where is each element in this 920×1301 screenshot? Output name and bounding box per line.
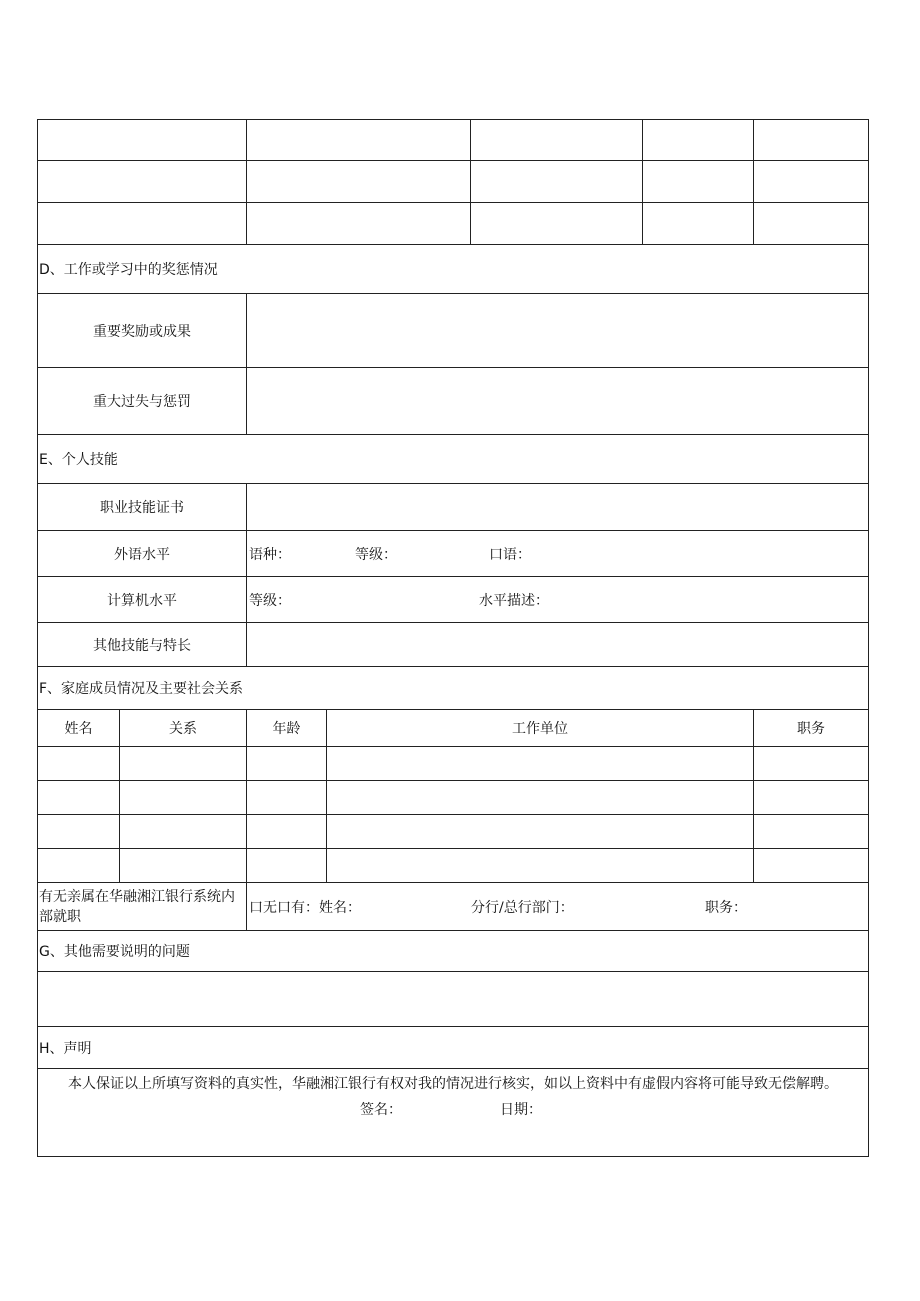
table-cell[interactable] (643, 120, 754, 161)
table-cell[interactable] (754, 120, 869, 161)
table-cell[interactable] (471, 120, 643, 161)
table-cell[interactable] (38, 161, 247, 203)
computer-label: 计算机水平 (38, 577, 247, 623)
family-header-row (38, 710, 869, 747)
header-position: 职务 (754, 710, 869, 747)
cert-field[interactable] (247, 484, 869, 531)
relatives-position-label: 职务： (705, 899, 747, 916)
other-skills-label: 其他技能与特长 (38, 623, 247, 667)
family-row (38, 815, 869, 849)
relatives-branch-label: 分行/总行部门： (471, 899, 574, 916)
table-cell[interactable] (247, 203, 471, 245)
family-cell[interactable] (247, 747, 327, 781)
penalties-label: 重大过失与惩罚 (38, 368, 247, 435)
table-cell[interactable] (643, 161, 754, 203)
section-d-title: D、工作或学习中的奖惩情况 (38, 245, 869, 294)
family-row (38, 747, 869, 781)
family-cell[interactable] (327, 781, 754, 815)
family-cell[interactable] (327, 849, 754, 883)
family-cell[interactable] (120, 849, 247, 883)
computer-field[interactable] (247, 577, 869, 623)
signature-line (38, 1099, 868, 1121)
family-cell[interactable] (327, 815, 754, 849)
table-cell[interactable] (643, 203, 754, 245)
family-cell[interactable] (38, 849, 120, 883)
section-g-title: G、其他需要说明的问题 (38, 931, 869, 972)
family-cell[interactable] (38, 747, 120, 781)
family-cell[interactable] (247, 849, 327, 883)
family-cell[interactable] (247, 815, 327, 849)
family-cell[interactable] (754, 849, 869, 883)
signature-label[interactable]: 签名： (360, 1102, 402, 1118)
family-cell[interactable] (754, 815, 869, 849)
section-f-title: F、家庭成员情况及主要社会关系 (38, 667, 869, 710)
other-notes-field[interactable] (38, 972, 869, 1027)
lang-level-label: 等级： (355, 546, 397, 563)
lang-label: 外语水平 (38, 531, 247, 577)
family-row (38, 849, 869, 883)
prev-table-row (38, 120, 869, 161)
lang-type-label: 语种： (249, 546, 291, 563)
computer-desc-label: 水平描述： (479, 592, 549, 609)
table-cell[interactable] (38, 203, 247, 245)
date-label[interactable]: 日期： (500, 1102, 542, 1118)
lang-field[interactable] (247, 531, 869, 577)
table-cell[interactable] (247, 120, 471, 161)
family-cell[interactable] (38, 815, 120, 849)
header-employer: 工作单位 (327, 710, 754, 747)
family-cell[interactable] (120, 815, 247, 849)
family-cell[interactable] (120, 747, 247, 781)
section-h-title: H、声明 (38, 1027, 869, 1069)
relatives-question: 有无亲属在华融湘江银行系统内部就职 (38, 883, 247, 931)
header-relation: 关系 (120, 710, 247, 747)
family-cell[interactable] (754, 747, 869, 781)
header-name: 姓名 (38, 710, 120, 747)
application-form (37, 119, 869, 1157)
prev-table-row (38, 203, 869, 245)
computer-level-label: 等级： (249, 592, 291, 609)
family-cell[interactable] (754, 781, 869, 815)
section-e-title: E、个人技能 (38, 435, 869, 484)
declaration-text: 本人保证以上所填写资料的真实性，华融湘江银行有权对我的情况进行核实，如以上资料中有虚假内容将可能导致无偿解聘。 (68, 1076, 838, 1092)
table-cell[interactable] (754, 203, 869, 245)
family-cell[interactable] (327, 747, 754, 781)
other-skills-field[interactable] (247, 623, 869, 667)
relatives-options[interactable]: 口无口有：姓名： (249, 899, 361, 916)
declaration-cell (38, 1069, 869, 1157)
table-cell[interactable] (471, 203, 643, 245)
family-row (38, 781, 869, 815)
prev-table-row (38, 161, 869, 203)
relatives-field[interactable] (247, 883, 869, 931)
family-cell[interactable] (38, 781, 120, 815)
lang-oral-label: 口语： (489, 546, 531, 563)
cert-label: 职业技能证书 (38, 484, 247, 531)
table-cell[interactable] (754, 161, 869, 203)
rewards-label: 重要奖励或成果 (38, 294, 247, 368)
family-cell[interactable] (247, 781, 327, 815)
table-cell[interactable] (471, 161, 643, 203)
table-cell[interactable] (38, 120, 247, 161)
header-age: 年龄 (247, 710, 327, 747)
penalties-field[interactable] (247, 368, 869, 435)
rewards-field[interactable] (247, 294, 869, 368)
family-cell[interactable] (120, 781, 247, 815)
table-cell[interactable] (247, 161, 471, 203)
